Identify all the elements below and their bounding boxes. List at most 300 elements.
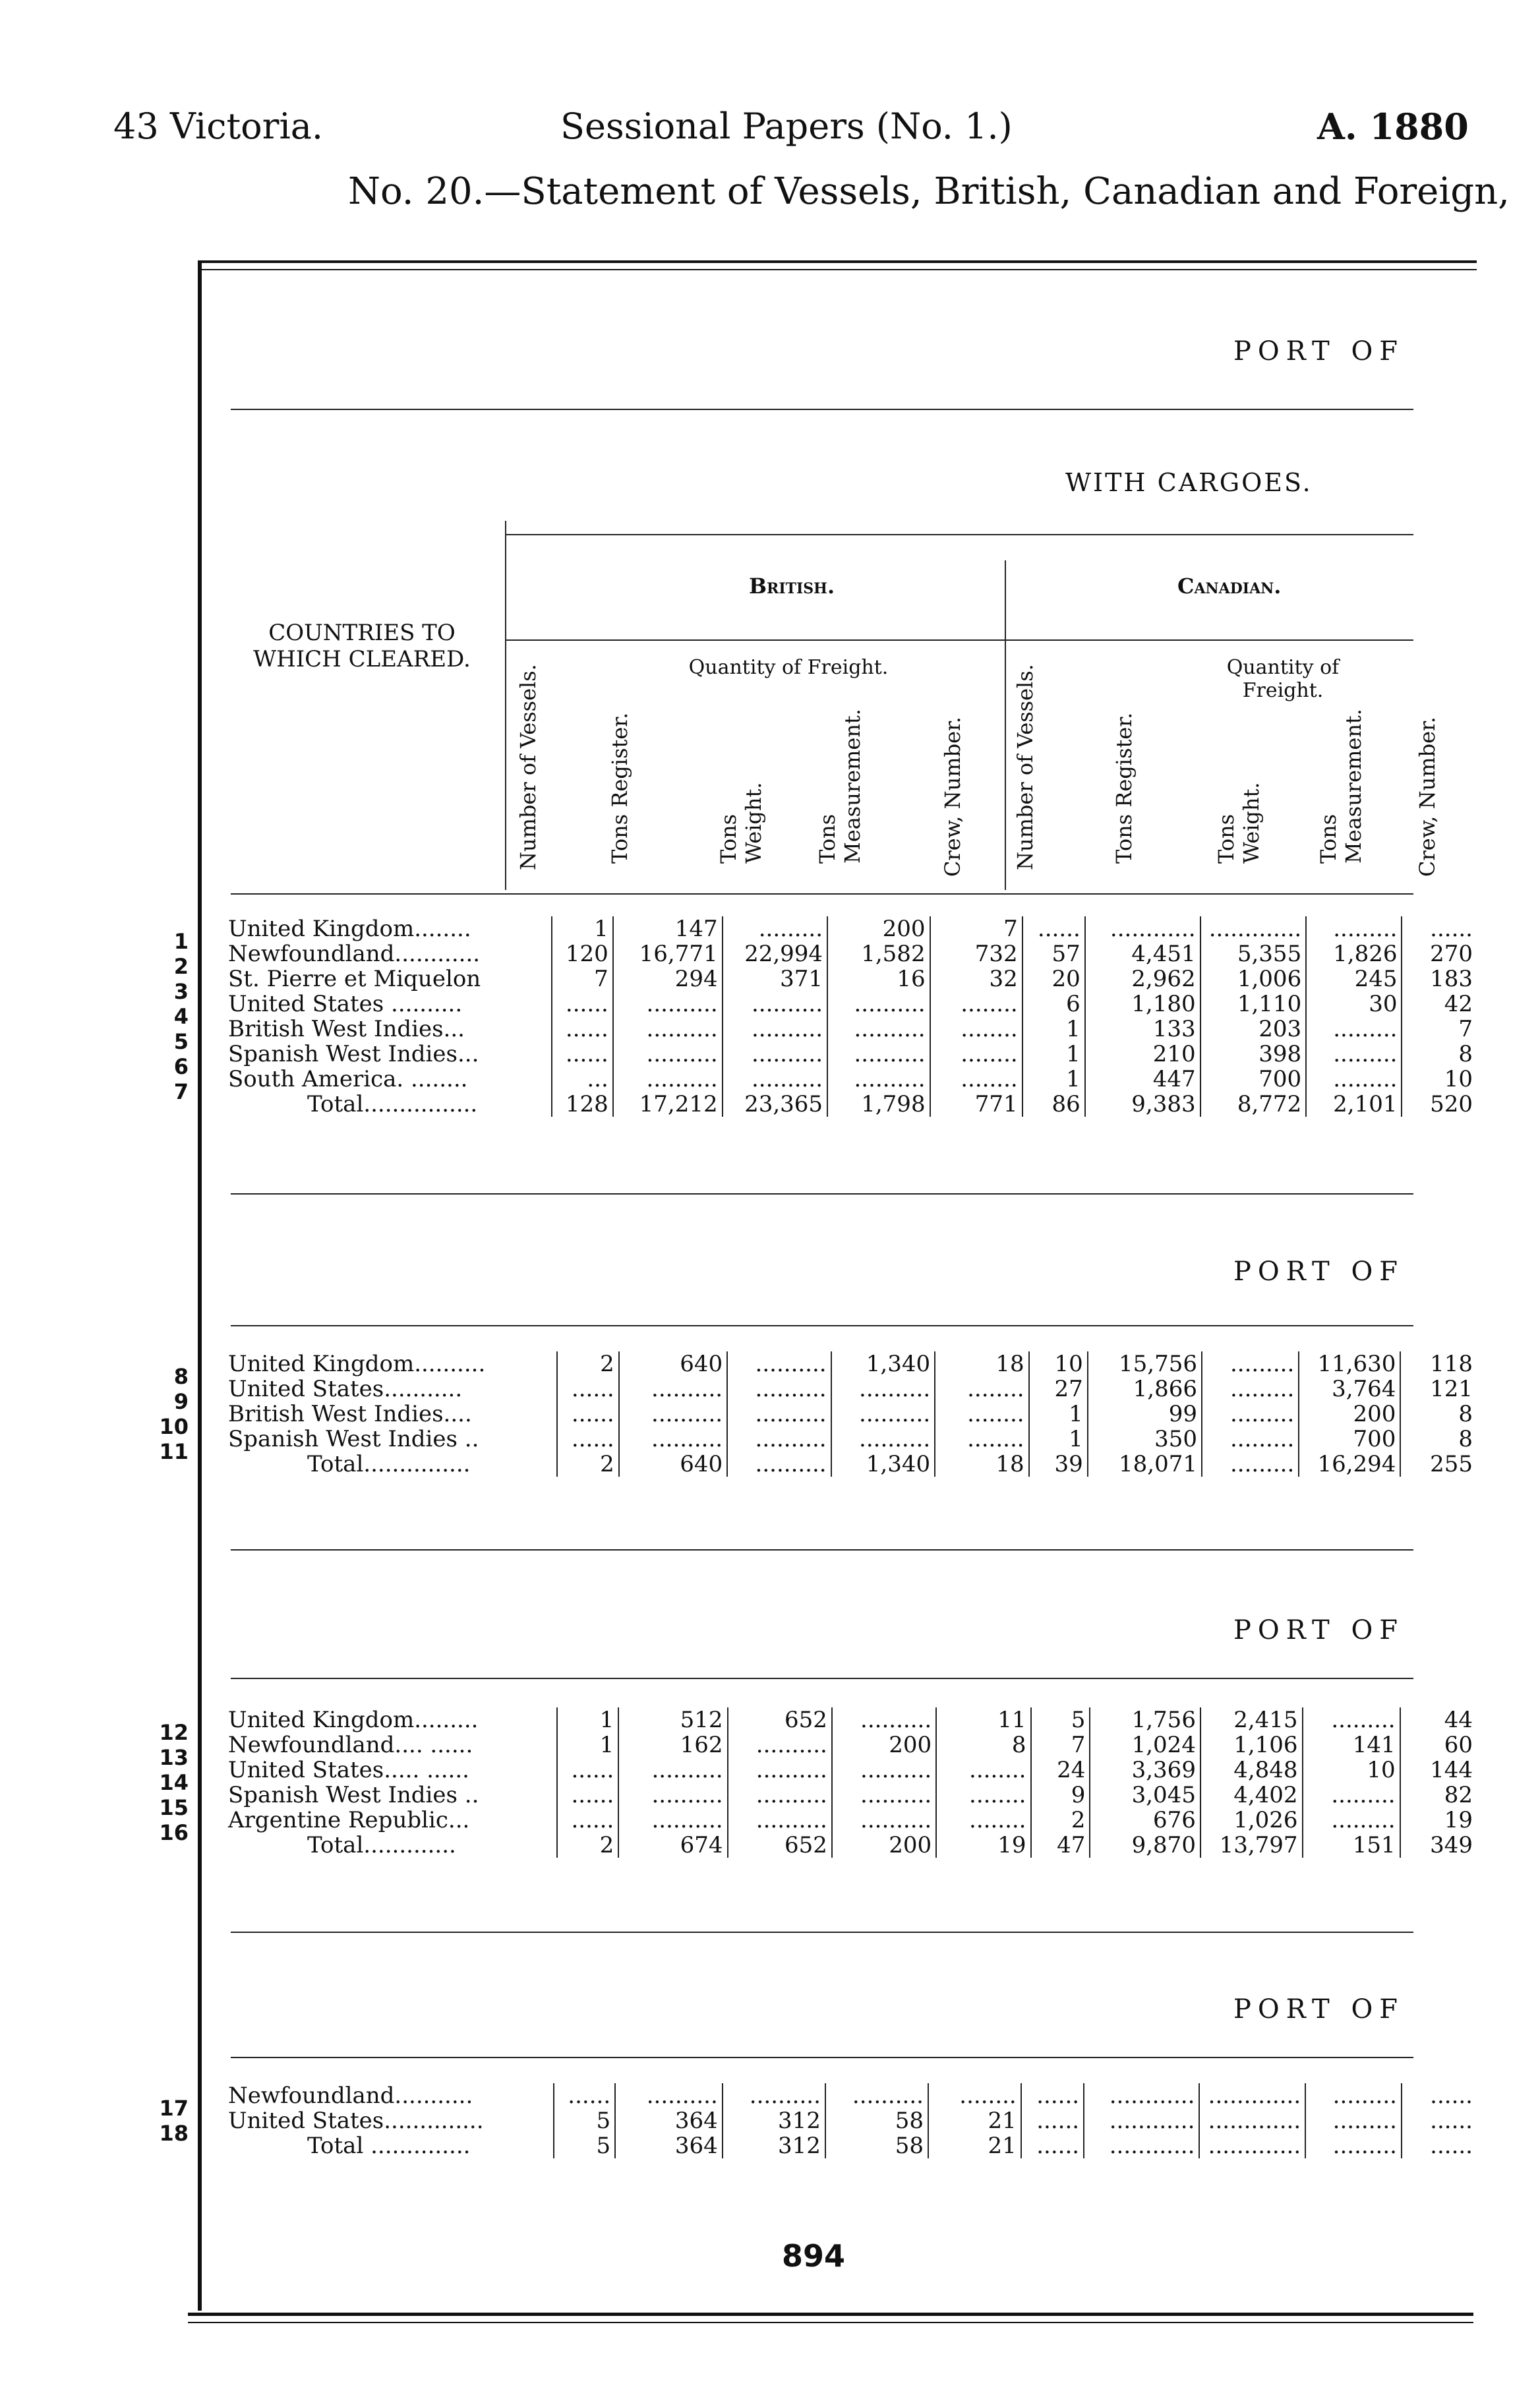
line-number: 18 [159,2121,189,2146]
total-value: ...... [1402,2133,1477,2158]
cell-value: 294 [613,966,723,991]
total-value: 23,365 [723,1092,827,1117]
cell-value: 1,340 [831,1351,935,1376]
cell-value: 99 [1088,1402,1202,1427]
country-name: United Kingdom......... [228,1707,479,1733]
cell-value: .......... [618,1758,727,1783]
british-crew-heading: Crew, Number. [940,717,965,877]
total-row [222,1833,1477,1858]
port-label: PORT OF [1233,1257,1404,1287]
cell-value: 371 [723,966,827,991]
cell-value: ...... [1402,916,1477,941]
cell-value: 19 [1400,1808,1477,1833]
cell-value: 21 [928,2108,1021,2133]
cell-value: 6 [1022,991,1085,1017]
country-name: Argentine Republic... [228,1807,470,1833]
cell-value: 82 [1400,1783,1477,1808]
canadian-tons-register-heading: Tons Register. [1111,712,1137,864]
cell-value: 2,415 [1200,1707,1303,1732]
cell-value: 512 [618,1707,727,1732]
cell-value: ...... [557,1808,619,1833]
cell-value: 398 [1200,1042,1307,1067]
cell-value: 11,630 [1299,1351,1400,1376]
cell-value: .......... [619,1376,727,1402]
cell-value: ........ [930,1067,1022,1092]
cell-value: 203 [1200,1017,1307,1042]
cell-value: 1,006 [1200,966,1307,991]
section-rule [231,1678,1413,1679]
total-value: 151 [1303,1833,1400,1858]
cell-value: 22,994 [723,941,827,966]
total-value: 47 [1031,1833,1090,1858]
total-value: 86 [1022,1092,1085,1117]
cell-value: 10 [1303,1758,1400,1783]
cell-value: ...... [1022,916,1085,941]
cell-value: 3,045 [1090,1783,1200,1808]
cell-value: .......... [832,1808,936,1833]
port-table-1 [173,916,1477,1117]
cell-value: 1 [552,916,613,941]
cell-value: .......... [728,1783,832,1808]
cell-value: ......... [1303,1783,1400,1808]
total-label: Total............... [307,1451,471,1477]
total-value: 2 [557,1452,618,1477]
header-rule-2 [506,534,1413,535]
total-value: 1,340 [831,1452,935,1477]
line-number: 6 [173,1054,189,1079]
total-value: 200 [832,1833,936,1858]
canadian-vessels-heading: Number of Vessels. [1013,664,1038,870]
cell-value: 24 [1031,1758,1090,1783]
cell-value: 270 [1402,941,1477,966]
total-value: 16,294 [1299,1452,1400,1477]
country-name: Newfoundland........... [228,2083,473,2109]
total-value: ............. [1199,2133,1305,2158]
line-number: 9 [173,1389,189,1414]
cell-value: 350 [1088,1427,1202,1452]
table-row [222,2083,1477,2108]
cell-value: ........ [935,1376,1028,1402]
total-value: 255 [1400,1452,1477,1477]
british-heading: British. [749,574,835,599]
cell-value: ......... [1202,1427,1299,1452]
total-label: Total............. [307,1832,456,1858]
line-number: 16 [159,1820,189,1845]
running-header-right: A. 1880 [1317,105,1469,148]
line-number: 4 [173,1004,189,1029]
table-row [222,916,1477,941]
cell-value: 1,826 [1306,941,1402,966]
cell-value: 2 [1031,1808,1090,1833]
cell-value: ......... [1303,1808,1400,1833]
cell-value: 60 [1400,1732,1477,1758]
line-number: 8 [173,1364,189,1389]
cell-value: 8 [1402,1042,1477,1067]
country-name: Spanish West Indies .. [228,1782,479,1808]
cell-value: 210 [1085,1042,1200,1067]
table-row [222,1376,1477,1402]
country-name: British West Indies.... [228,1401,472,1427]
canadian-tons-weight-heading: Tons Weight. [1214,782,1264,864]
table-row [222,1017,1477,1042]
cell-value: .......... [723,1067,827,1092]
canadian-quantity-freight-heading: Quantity of Freight. [1226,656,1340,702]
canadian-tons-measurement-heading: Tons Measurement. [1316,709,1366,864]
cell-value: .......... [723,2083,825,2108]
port-label: PORT OF [1233,1994,1404,2025]
cell-value: 652 [728,1707,832,1732]
country-name: United States........... [228,1376,463,1402]
table-row [222,1351,1477,1376]
total-value: 8,772 [1200,1092,1307,1117]
cell-value: 1,024 [1090,1732,1200,1758]
cell-value: 8 [1400,1427,1477,1452]
cell-value: .......... [827,1017,930,1042]
total-row [222,2133,1477,2158]
cell-value: ...... [557,1783,619,1808]
cell-value: .......... [831,1402,935,1427]
table-row [222,1402,1477,1427]
cell-value: 7 [1402,1017,1477,1042]
cell-value: 144 [1400,1758,1477,1783]
line-number: 13 [159,1745,189,1770]
total-value: 520 [1402,1092,1477,1117]
cell-value: 8 [936,1732,1030,1758]
table-row [222,1783,1477,1808]
statement-title: No. 20.—Statement of Vessels, British, Canadian and Foreign, [348,170,1510,213]
cell-value: ............ [1085,916,1200,941]
cell-value: 121 [1400,1376,1477,1402]
cell-value: 1 [1029,1402,1088,1427]
canadian-heading: Canadian. [1177,574,1282,599]
cell-value: ...... [1021,2108,1084,2133]
table-row [222,1707,1477,1732]
cell-value: 141 [1303,1732,1400,1758]
cell-value: .......... [827,1067,930,1092]
cell-value: 5 [554,2108,615,2133]
cell-value: ......... [1306,916,1402,941]
cell-value: .......... [728,1732,832,1758]
section-rule [231,1325,1413,1326]
total-value: 349 [1400,1833,1477,1858]
cell-value: 57 [1022,941,1085,966]
total-value: 640 [619,1452,727,1477]
cell-value: 5 [1031,1707,1090,1732]
running-header-left: 43 Victoria. [113,105,324,147]
total-value: 2,101 [1306,1092,1402,1117]
british-quantity-freight-heading: Quantity of Freight. [688,656,889,679]
cell-value: 7 [1031,1732,1090,1758]
cell-value: .......... [831,1376,935,1402]
cell-value: 7 [930,916,1022,941]
cell-value: .......... [613,1017,723,1042]
line-number: 3 [173,979,189,1004]
total-value: 58 [825,2133,928,2158]
line-number: 11 [159,1439,189,1464]
cell-value: ...... [557,1402,618,1427]
country-name: United States .......... [228,991,463,1017]
total-value: 771 [930,1092,1022,1117]
total-value: ...... [1021,2133,1084,2158]
cell-value: .......... [615,2083,723,2108]
cell-value: 2,962 [1085,966,1200,991]
total-value: 21 [928,2133,1021,2158]
cell-value: 44 [1400,1707,1477,1732]
cell-value: .......... [619,1402,727,1427]
cell-value: 20 [1022,966,1085,991]
bottom-rule-thin [188,2322,1473,2323]
country-name: United States.............. [228,2108,484,2134]
cell-value: ............ [1084,2108,1199,2133]
cell-value: ........ [936,1783,1030,1808]
cell-value: 3,369 [1090,1758,1200,1783]
cell-value: 1,106 [1200,1732,1303,1758]
cell-value: ...... [554,2083,615,2108]
cell-value: .......... [832,1758,936,1783]
line-number: 1 [173,929,189,954]
cell-value: ......... [1306,1017,1402,1042]
cell-value: ............. [1199,2108,1305,2133]
total-value: 9,870 [1090,1833,1200,1858]
cell-value: .......... [831,1427,935,1452]
cell-value: 700 [1299,1427,1400,1452]
cell-value: ...... [1402,2083,1477,2108]
top-rule [198,260,1477,263]
total-value: 19 [936,1833,1030,1858]
port-label: PORT OF [1233,336,1404,367]
header-rule [231,409,1413,410]
port-label: PORT OF [1233,1615,1404,1645]
total-value: 13,797 [1200,1833,1303,1858]
total-value: 39 [1029,1452,1088,1477]
country-name: St. Pierre et Miquelon [228,966,481,992]
country-name: United States..... ...... [228,1757,469,1783]
bottom-rule [188,2313,1473,2316]
total-value: 5 [554,2133,615,2158]
cell-value: .......... [727,1427,831,1452]
total-label: Total .............. [307,2133,471,2159]
port-table-3 [159,1707,1477,1858]
table-row [222,1758,1477,1783]
total-value: 128 [552,1092,613,1117]
country-name: Newfoundland............ [228,941,481,967]
cell-value: 1 [1022,1017,1085,1042]
cell-value: .......... [619,1427,727,1452]
total-value: ............ [1084,2133,1199,2158]
section-rule [231,1193,1413,1195]
country-name: Spanish West Indies .. [228,1426,479,1452]
country-name: British West Indies... [228,1016,465,1042]
cell-value: ........ [930,1042,1022,1067]
cell-value: 4,451 [1085,941,1200,966]
cell-value: 10 [1402,1067,1477,1092]
line-number: 10 [159,1414,189,1439]
port-section-3-header [202,1549,1477,1681]
table-row [222,941,1477,966]
cell-value: ... [552,1067,613,1092]
table-row [222,2108,1477,2133]
table-row [222,1732,1477,1758]
cell-value: 42 [1402,991,1477,1017]
total-value: .......... [727,1452,831,1477]
port-table-2 [159,1351,1477,1477]
cell-value: 18 [935,1351,1028,1376]
table-row [222,1808,1477,1833]
cell-value: 16,771 [613,941,723,966]
header-bottom-rule [231,893,1413,895]
cell-value: ...... [557,1758,619,1783]
cell-value: .......... [618,1808,727,1833]
cell-value: .......... [723,1042,827,1067]
cell-value: ...... [552,1017,613,1042]
cell-value: 118 [1400,1351,1477,1376]
cell-value: 1 [1022,1042,1085,1067]
total-value: 17,212 [613,1092,723,1117]
cell-value: 58 [825,2108,928,2133]
cell-value: 1,756 [1090,1707,1200,1732]
cell-value: 447 [1085,1067,1200,1092]
header-rule-3 [506,639,1413,641]
country-name: Newfoundland.... ...... [228,1732,473,1758]
cell-value: 4,402 [1200,1783,1303,1808]
cell-value: ........ [935,1427,1028,1452]
table-header [202,270,1477,903]
cell-value: .......... [613,1067,723,1092]
with-cargoes-heading: WITH CARGOES. [1065,468,1313,497]
british-canadian-divider [1005,560,1006,890]
page-number: 894 [782,2238,846,2274]
cell-value: .......... [727,1376,831,1402]
cell-value: .......... [618,1783,727,1808]
cell-value: 1 [1029,1427,1088,1452]
cell-value: ......... [1202,1402,1299,1427]
cell-value: ............ [1084,2083,1199,2108]
table-row [222,1042,1477,1067]
cell-value: 1,180 [1085,991,1200,1017]
cell-value: 1 [1022,1067,1085,1092]
port-section-4-header [202,1932,1477,2063]
country-name: United Kingdom........ [228,916,471,942]
total-label: Total................ [307,1091,478,1117]
cell-value: 32 [930,966,1022,991]
total-value: 18 [935,1452,1028,1477]
total-row [222,1092,1477,1117]
cell-value: 30 [1306,991,1402,1017]
total-value: 1,798 [827,1092,930,1117]
line-number: 12 [159,1720,189,1745]
total-value: ......... [1202,1452,1299,1477]
cell-value: .......... [825,2083,928,2108]
cell-value: ......... [1202,1376,1299,1402]
cell-value: .......... [613,991,723,1017]
total-value: 312 [723,2133,825,2158]
cell-value: ......... [1202,1351,1299,1376]
cell-value: 1 [557,1707,619,1732]
section-rule [231,1549,1413,1551]
cell-value: ......... [1305,2108,1402,2133]
cell-value: 1,110 [1200,991,1307,1017]
cell-value: 133 [1085,1017,1200,1042]
total-value: 2 [557,1833,619,1858]
cell-value: ........ [935,1402,1028,1427]
cell-value: ...... [557,1376,618,1402]
cell-value: 312 [723,2108,825,2133]
cell-value: 700 [1200,1067,1307,1092]
total-value: 18,071 [1088,1452,1202,1477]
port-table-4 [159,2083,1477,2159]
cell-value: ........ [936,1758,1030,1783]
cell-value: ........ [930,991,1022,1017]
cell-value: ...... [552,1042,613,1067]
total-value: ......... [1305,2133,1402,2158]
line-number: 14 [159,1770,189,1795]
total-value: 9,383 [1085,1092,1200,1117]
cell-value: 120 [552,941,613,966]
cell-value: 364 [615,2108,723,2133]
total-value: 364 [615,2133,723,2158]
cell-value: ......... [723,916,827,941]
cell-value: 200 [1299,1402,1400,1427]
cell-value: 4,848 [1200,1758,1303,1783]
cell-value: .......... [728,1808,832,1833]
cell-value: 3,764 [1299,1376,1400,1402]
country-name: Spanish West Indies... [228,1041,479,1067]
cell-value: 640 [619,1351,727,1376]
british-tons-register-heading: Tons Register. [607,712,632,864]
cell-value: ...... [552,991,613,1017]
cell-value: ............. [1199,2083,1305,2108]
cell-value: 245 [1306,966,1402,991]
running-header-center: Sessional Papers (No. 1.) [560,105,1013,147]
cell-value: ......... [1303,1707,1400,1732]
cell-value: 147 [613,916,723,941]
cell-value: 5,355 [1200,941,1307,966]
cell-value: 1,026 [1200,1808,1303,1833]
table-row [222,991,1477,1017]
cell-value: .......... [727,1351,831,1376]
port-section-2-header [202,1193,1477,1351]
cell-value: .......... [723,1017,827,1042]
british-tons-weight-heading: Tons Weight. [716,782,766,864]
line-number: 17 [159,2096,189,2121]
cell-value: ........ [928,2083,1021,2108]
cell-value: ...... [1021,2083,1084,2108]
cell-value: 200 [827,916,930,941]
cell-value: .......... [727,1402,831,1427]
total-value: 674 [618,1833,727,1858]
cell-value: 1 [557,1732,619,1758]
country-name: South America. ........ [228,1066,468,1092]
cell-value: ......... [1306,1067,1402,1092]
cell-value: .......... [832,1707,936,1732]
section-rule [231,2057,1413,2058]
cell-value: 676 [1090,1808,1200,1833]
cell-value: 200 [832,1732,936,1758]
cell-value: 9 [1031,1783,1090,1808]
cell-value: 7 [552,966,613,991]
cell-value: ...... [1402,2108,1477,2133]
table-row [222,1427,1477,1452]
countries-divider [505,521,506,890]
line-number: 15 [159,1795,189,1820]
cell-value: ............. [1200,916,1307,941]
line-number: 2 [173,954,189,979]
cell-value: .......... [728,1758,832,1783]
cell-value: ........ [930,1017,1022,1042]
total-value: 652 [728,1833,832,1858]
cell-value: 27 [1029,1376,1088,1402]
line-number: 5 [173,1029,189,1054]
